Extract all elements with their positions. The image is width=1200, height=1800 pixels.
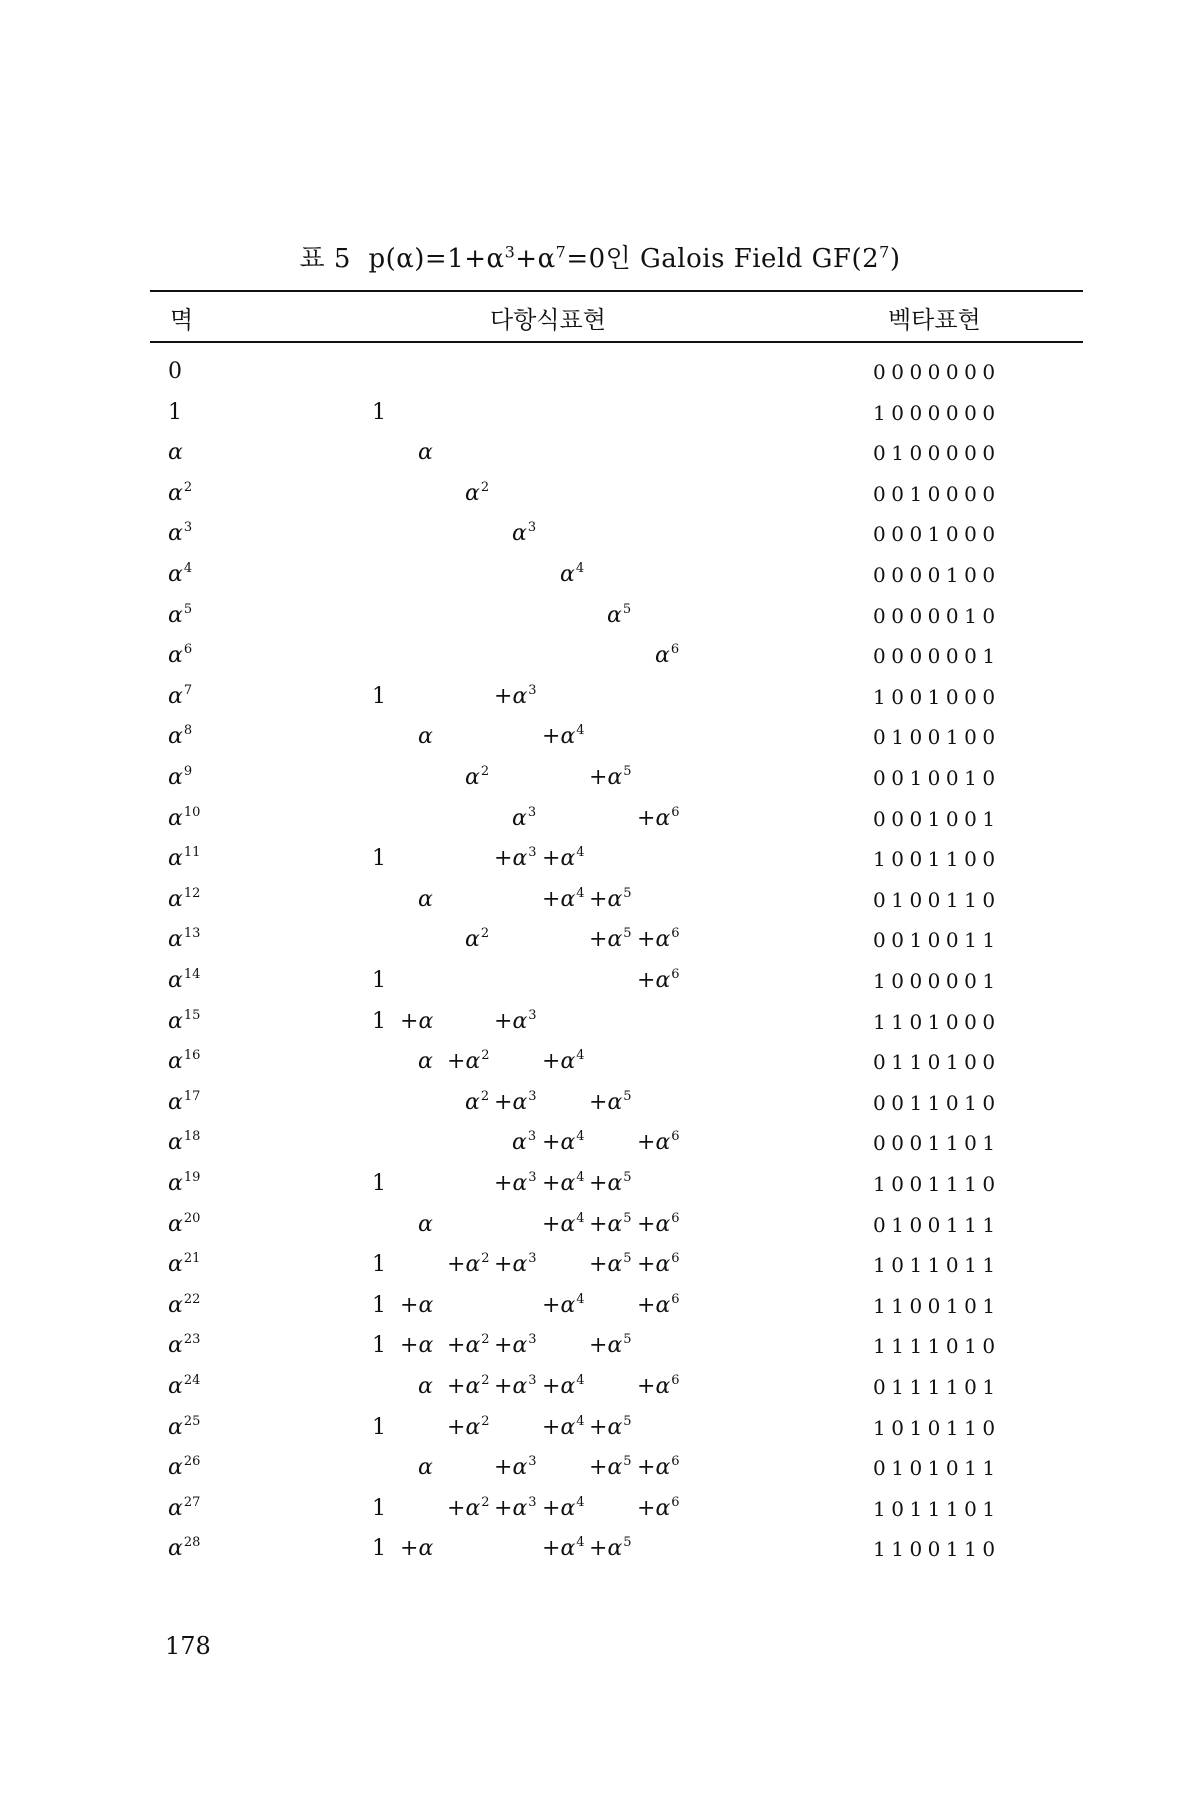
polynomial-term: +α (400, 1292, 434, 1318)
table-row (0, 677, 1200, 713)
table-row (0, 352, 1200, 388)
polynomial-term: $+\alpha^4$ (542, 885, 585, 912)
polynomial-term: 1 (372, 1292, 386, 1318)
power-cell: $\alpha^{20}$ (168, 1210, 201, 1237)
polynomial-term: 1 (372, 1536, 386, 1562)
polynomial-term: $+\alpha^3$ (494, 1494, 537, 1521)
vector-cell: 0001000 (873, 522, 1001, 547)
vector-cell: 0110100 (873, 1050, 1001, 1075)
power-cell: $\alpha^{19}$ (168, 1170, 201, 1196)
polynomial-term: $+\alpha^4$ (542, 1413, 585, 1440)
table-header-rule (150, 341, 1083, 343)
table-top-rule (150, 290, 1083, 292)
vector-cell: 0011010 (873, 1090, 1001, 1115)
polynomial-term: $+\alpha^4$ (542, 1048, 585, 1075)
power-cell: $\alpha^{17}$ (168, 1088, 201, 1115)
polynomial-term: α (418, 1049, 433, 1075)
polynomial-term: $+\alpha^3$ (494, 1088, 537, 1115)
polynomial-term: $+\alpha^4$ (542, 845, 585, 872)
polynomial-term: +α (400, 1536, 434, 1562)
power-cell: $\alpha^5$ (168, 601, 193, 628)
power-cell: $\alpha^{27}$ (168, 1494, 201, 1521)
polynomial-term: +α (400, 1333, 434, 1359)
table-row (0, 1286, 1200, 1322)
vector-cell: 0010000 (873, 481, 1001, 506)
power-cell: 1 (168, 399, 182, 425)
vector-cell: 0100100 (873, 725, 1001, 750)
polynomial-term: $+\alpha^5$ (589, 1210, 632, 1237)
power-cell: $\alpha^6$ (168, 642, 193, 669)
caption-formula-mid: +α (515, 244, 556, 274)
polynomial-term: $+\alpha^4$ (542, 1291, 585, 1318)
power-cell: $\alpha^2$ (168, 479, 193, 506)
polynomial-term: $+\alpha^2$ (447, 1494, 490, 1521)
power-cell: $\alpha^{24}$ (168, 1373, 201, 1399)
power-cell: $\alpha^3$ (168, 520, 193, 547)
polynomial-term: $+\alpha^4$ (542, 1373, 585, 1399)
polynomial-term: +α (400, 1008, 434, 1034)
table-row (0, 1164, 1200, 1200)
vector-cell: 1100101 (873, 1293, 1001, 1318)
polynomial-term: $\alpha^3$ (512, 1129, 537, 1156)
table-row (0, 1083, 1200, 1119)
caption-prefix: 표 5 (299, 244, 351, 274)
vector-cell: 0000100 (873, 563, 1001, 587)
table-row (0, 758, 1200, 794)
page-number: 178 (165, 1632, 211, 1660)
polynomial-term: α (418, 724, 433, 750)
table-row (0, 393, 1200, 429)
polynomial-term: $+\alpha^3$ (494, 845, 537, 872)
polynomial-term: $\alpha^4$ (560, 561, 585, 587)
table-row (0, 1245, 1200, 1281)
polynomial-term: $+\alpha^2$ (447, 1413, 490, 1440)
polynomial-term: $+\alpha^6$ (637, 1210, 680, 1237)
power-cell: $\alpha^{10}$ (168, 804, 201, 831)
table-row (0, 799, 1200, 835)
polynomial-term: $+\alpha^3$ (494, 1373, 537, 1399)
polynomial-term: $+\alpha^2$ (447, 1332, 490, 1359)
power-cell: $\alpha^{18}$ (168, 1129, 201, 1156)
polynomial-term: $+\alpha^6$ (637, 926, 680, 953)
polynomial-term: $+\alpha^3$ (494, 1007, 537, 1034)
polynomial-term: 1 (372, 683, 386, 709)
table-row (0, 1529, 1200, 1565)
polynomial-term: 1 (372, 1414, 386, 1440)
power-cell: $\alpha^{21}$ (168, 1251, 201, 1278)
vector-cell: 0001101 (873, 1131, 1001, 1156)
header-vector: 벡타표현 (888, 306, 981, 334)
polynomial-term: 1 (372, 846, 386, 872)
polynomial-term: $+\alpha^5$ (589, 926, 632, 953)
table-row (0, 839, 1200, 875)
caption-suffix: =0인 Galois Field GF(2 (566, 244, 880, 274)
power-cell: $\alpha^{16}$ (168, 1048, 201, 1075)
table-row (0, 1042, 1200, 1078)
polynomial-term: $+\alpha^5$ (589, 1088, 632, 1115)
polynomial-term: $+\alpha^6$ (637, 1494, 680, 1521)
vector-cell: 0001001 (873, 806, 1001, 831)
polynomial-term: $+\alpha^6$ (637, 1373, 680, 1399)
table-row (0, 474, 1200, 510)
polynomial-term: α (418, 1211, 433, 1237)
polynomial-term: $+\alpha^6$ (637, 804, 680, 831)
polynomial-term: $+\alpha^2$ (447, 1251, 490, 1278)
polynomial-term: $+\alpha^6$ (637, 1454, 680, 1481)
polynomial-term: α (418, 1374, 433, 1399)
power-cell: $\alpha^{14}$ (168, 967, 201, 993)
table-row (0, 1123, 1200, 1159)
power-cell: $\alpha^9$ (168, 764, 193, 790)
table-row (0, 514, 1200, 550)
vector-cell: 0111101 (873, 1375, 1001, 1399)
polynomial-term: $+\alpha^4$ (542, 1494, 585, 1521)
vector-cell: 0101011 (873, 1456, 1001, 1481)
vector-cell: 1011101 (873, 1496, 1001, 1521)
polynomial-term: $+\alpha^4$ (542, 1170, 585, 1196)
polynomial-term: 1 (372, 1171, 386, 1196)
polynomial-term: $+\alpha^3$ (494, 1251, 537, 1278)
vector-cell: 0100110 (873, 887, 1001, 912)
polynomial-term: $+\alpha^4$ (542, 1129, 585, 1156)
header-power: 멱 (170, 306, 194, 334)
polynomial-term: $+\alpha^4$ (542, 723, 585, 750)
polynomial-term: $+\alpha^3$ (494, 682, 537, 709)
caption-formula: p(α)=1+α (368, 244, 505, 274)
polynomial-term: $+\alpha^5$ (589, 1413, 632, 1440)
polynomial-term: $\alpha^2$ (465, 764, 490, 790)
polynomial-term: $+\alpha^5$ (589, 1170, 632, 1196)
power-cell: $\alpha^{23}$ (168, 1332, 201, 1359)
vector-cell: 0100000 (873, 441, 1001, 466)
vector-cell: 1001100 (873, 847, 1001, 872)
power-cell: $\alpha^{12}$ (168, 885, 201, 912)
caption-exp-2: 7 (555, 242, 567, 262)
polynomial-term: $+\alpha^6$ (637, 967, 680, 993)
polynomial-term: 1 (372, 1008, 386, 1034)
polynomial-term: α (418, 1455, 433, 1481)
power-cell: $\alpha^{11}$ (168, 845, 201, 872)
caption-exp-3: 7 (879, 242, 890, 262)
vector-cell: 1001110 (873, 1172, 1001, 1196)
power-cell: $\alpha^{25}$ (168, 1413, 201, 1440)
power-cell: $\alpha^8$ (168, 723, 193, 750)
vector-cell: 1001000 (873, 684, 1001, 709)
header-polynomial: 다항식표현 (490, 306, 606, 334)
vector-cell: 0000000 (873, 360, 1001, 384)
polynomial-term: $+\alpha^3$ (494, 1170, 537, 1196)
vector-cell: 1010110 (873, 1415, 1001, 1440)
table-caption (0, 238, 1200, 275)
vector-cell: 1101000 (873, 1009, 1001, 1034)
vector-cell: 1100110 (873, 1537, 1001, 1562)
polynomial-term: $+\alpha^6$ (637, 1251, 680, 1278)
polynomial-term: $+\alpha^5$ (589, 885, 632, 912)
vector-cell: 1000001 (873, 969, 1001, 993)
vector-cell: 0000010 (873, 603, 1001, 628)
polynomial-term: $+\alpha^5$ (589, 1332, 632, 1359)
table-row (0, 555, 1200, 591)
table-row (0, 880, 1200, 916)
polynomial-term: $\alpha^2$ (465, 926, 490, 953)
table-row (0, 1326, 1200, 1362)
polynomial-term: 1 (372, 1252, 386, 1278)
polynomial-term: $+\alpha^6$ (637, 1129, 680, 1156)
table-row (0, 1489, 1200, 1525)
polynomial-term: 1 (372, 968, 386, 993)
polynomial-term: $+\alpha^4$ (542, 1210, 585, 1237)
polynomial-term: $+\alpha^2$ (447, 1373, 490, 1399)
vector-cell: 1011011 (873, 1253, 1001, 1278)
polynomial-term: $\alpha^3$ (512, 804, 537, 831)
table-row (0, 717, 1200, 753)
polynomial-term: $+\alpha^4$ (542, 1535, 585, 1562)
table-row (0, 1408, 1200, 1444)
vector-cell: 0100111 (873, 1212, 1001, 1237)
power-cell: $\alpha^{26}$ (168, 1454, 201, 1481)
table-row (0, 1448, 1200, 1484)
polynomial-term: $\alpha^3$ (512, 520, 537, 547)
caption-close: ) (889, 244, 901, 274)
table-row (0, 433, 1200, 469)
polynomial-term: 1 (372, 1495, 386, 1521)
table-row (0, 920, 1200, 956)
polynomial-term: $\alpha^2$ (465, 1088, 490, 1115)
polynomial-term: $+\alpha^3$ (494, 1332, 537, 1359)
polynomial-term: $+\alpha^5$ (589, 1454, 632, 1481)
table-row (0, 961, 1200, 997)
polynomial-term: $+\alpha^5$ (589, 764, 632, 790)
power-cell: 0 (168, 359, 182, 384)
polynomial-term: α (418, 440, 433, 466)
vector-cell: 1111010 (873, 1334, 1001, 1359)
power-cell: $\alpha^{15}$ (168, 1007, 201, 1034)
polynomial-term: $+\alpha^5$ (589, 1535, 632, 1562)
polynomial-term: $+\alpha^6$ (637, 1291, 680, 1318)
polynomial-term: $+\alpha^3$ (494, 1454, 537, 1481)
polynomial-term: α (418, 886, 433, 912)
power-cell: $\alpha^{28}$ (168, 1535, 201, 1562)
power-cell: $\alpha^{13}$ (168, 926, 201, 953)
polynomial-term: 1 (372, 399, 386, 425)
polynomial-term: 1 (372, 1333, 386, 1359)
power-cell: $\alpha^{22}$ (168, 1291, 201, 1318)
polynomial-term: $+\alpha^5$ (589, 1251, 632, 1278)
vector-cell: 0010011 (873, 928, 1001, 953)
polynomial-term: $\alpha^6$ (655, 642, 680, 669)
table-row (0, 636, 1200, 672)
caption-exp-1: 3 (504, 242, 516, 262)
table-row (0, 596, 1200, 632)
power-cell: $\alpha^4$ (168, 561, 193, 587)
polynomial-term: $\alpha^5$ (607, 601, 632, 628)
table-row (0, 1205, 1200, 1241)
table-row (0, 1002, 1200, 1038)
polynomial-term: $\alpha^2$ (465, 479, 490, 506)
vector-cell: 0000001 (873, 644, 1001, 669)
polynomial-term: $+\alpha^2$ (447, 1048, 490, 1075)
power-cell: $\alpha^7$ (168, 682, 193, 709)
table-row (0, 1367, 1200, 1403)
vector-cell: 0010010 (873, 766, 1001, 790)
vector-cell: 1000000 (873, 400, 1001, 425)
power-cell: α (168, 440, 183, 466)
